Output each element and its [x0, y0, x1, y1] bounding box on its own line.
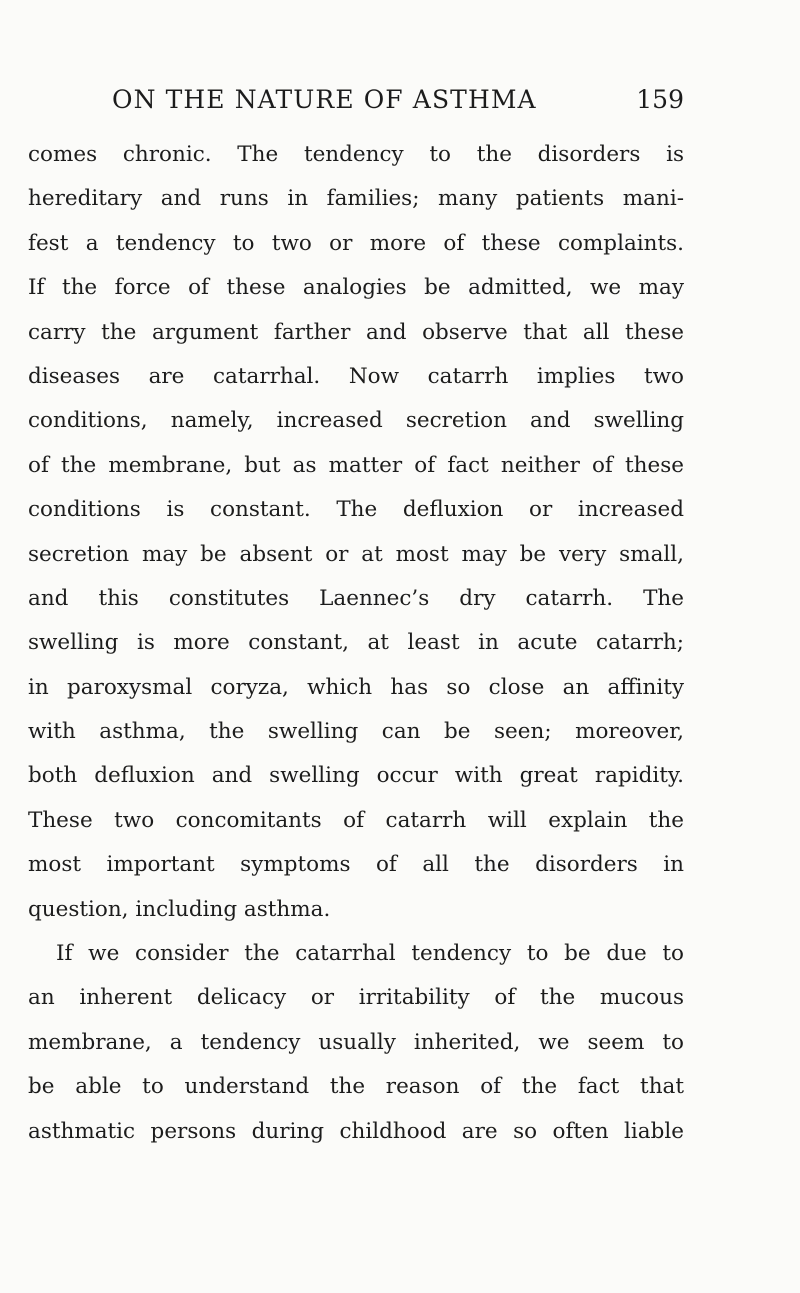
text-line: secretion may be absent or at most may be very small, — [28, 541, 684, 567]
text-line: If the force of these analogies be admitted, we may — [28, 275, 684, 301]
text-line: swelling is more constant, at least in acute catarrh; — [28, 630, 684, 656]
running-head: ON THE NATURE OF ASTHMA — [112, 85, 537, 114]
page-header — [112, 80, 684, 120]
text-line: of the membrane, but as matter of fact neither of these — [28, 452, 684, 478]
text-line: comes chronic. The tendency to the disorders is — [28, 142, 684, 167]
text-line: both defluxion and swelling occur with great rapidity. — [28, 763, 684, 789]
text-line: most important symptoms of all the disorders in — [28, 852, 684, 878]
text-line: and this constitutes Laennec’s dry catarrh. The — [28, 585, 684, 611]
text-line: hereditary and runs in families; many patients mani- — [28, 186, 684, 212]
text-line: fest a tendency to two or more of these complaints. — [28, 230, 684, 256]
text-line: in paroxysmal coryza, which has so close an affinity — [28, 674, 684, 700]
text-line: These two concomitants of catarrh will explain the — [28, 807, 684, 833]
text-line: conditions, namely, increased secretion and swelling — [28, 408, 684, 434]
text-line: diseases are catarrhal. Now catarrh implies two — [28, 363, 684, 389]
body-text — [28, 133, 684, 1154]
text-line: an inherent delicacy or irritability of the mucous — [28, 985, 684, 1011]
text-line: If we consider the catarrhal tendency to be due to — [56, 941, 684, 967]
text-line: conditions is constant. The defluxion or increased — [28, 497, 684, 523]
text-line: asthmatic persons during childhood are so often liable — [28, 1118, 684, 1144]
page-number: 159 — [636, 85, 684, 114]
text-line: be able to understand the reason of the fact that — [28, 1074, 684, 1100]
text-line: with asthma, the swelling can be seen; moreover, — [28, 719, 684, 745]
text-line: question, including asthma. — [28, 896, 331, 922]
text-line: carry the argument farther and observe that all these — [28, 319, 684, 345]
text-line: membrane, a tendency usually inherited, we seem to — [28, 1029, 684, 1055]
